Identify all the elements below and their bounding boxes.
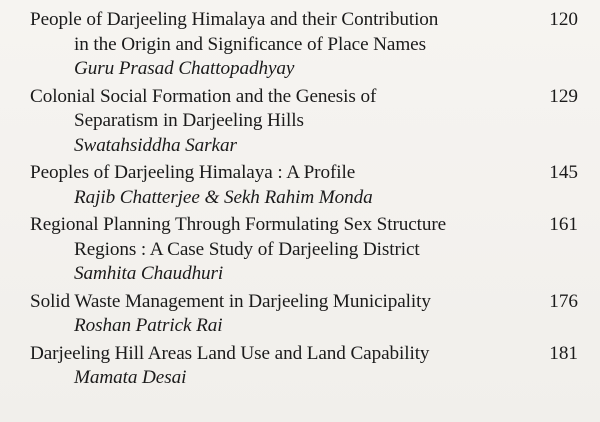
toc-entry bbox=[30, 213, 578, 287]
toc-entry-title: Regional Planning Through Formulating Sex Structure bbox=[30, 214, 447, 236]
toc-entry-author: Roshan Patrick Rai bbox=[74, 315, 223, 337]
toc-entry-title-continued: in the Origin and Significance of Place Names bbox=[74, 33, 426, 55]
toc-entry-title-continued: Regions : A Case Study of Darjeeling District bbox=[74, 238, 420, 260]
toc-entry-page-number: 145 bbox=[549, 162, 578, 184]
toc-entry-author: Swatahsiddha Sarkar bbox=[74, 134, 237, 156]
toc-entry-title-continued: Separatism in Darjeeling Hills bbox=[74, 110, 304, 132]
toc-entry-author: Guru Prasad Chattopadhyay bbox=[74, 58, 295, 80]
toc-entry bbox=[30, 85, 578, 159]
toc-entry bbox=[30, 290, 578, 339]
toc-entry-page-number: 161 bbox=[549, 214, 578, 236]
toc-entry-page-number: 176 bbox=[549, 290, 578, 312]
toc-entry-title: People of Darjeeling Himalaya and their Contribution bbox=[30, 9, 439, 30]
toc-entry bbox=[30, 342, 578, 391]
toc-entry bbox=[30, 8, 578, 82]
toc-entry-page-number: 129 bbox=[549, 85, 578, 107]
toc-entry-author: Samhita Chaudhuri bbox=[74, 263, 224, 285]
toc-entry-author: Rajib Chatterjee & Sekh Rahim Monda bbox=[74, 186, 373, 208]
toc-entry-title: Darjeeling Hill Areas Land Use and Land Capability bbox=[30, 342, 430, 364]
toc-entry-page-number: 181 bbox=[549, 342, 578, 364]
table-of-contents bbox=[30, 8, 578, 391]
toc-entry-title: Colonial Social Formation and the Genesis of bbox=[30, 85, 377, 107]
toc-entry-author: Mamata Desai bbox=[74, 367, 187, 389]
toc-entry bbox=[30, 161, 578, 210]
toc-entry-page-number: 120 bbox=[549, 9, 578, 30]
toc-entry-title: Solid Waste Management in Darjeeling Municipality bbox=[30, 290, 431, 312]
toc-entry-title: Peoples of Darjeeling Himalaya : A Profile bbox=[30, 162, 356, 184]
